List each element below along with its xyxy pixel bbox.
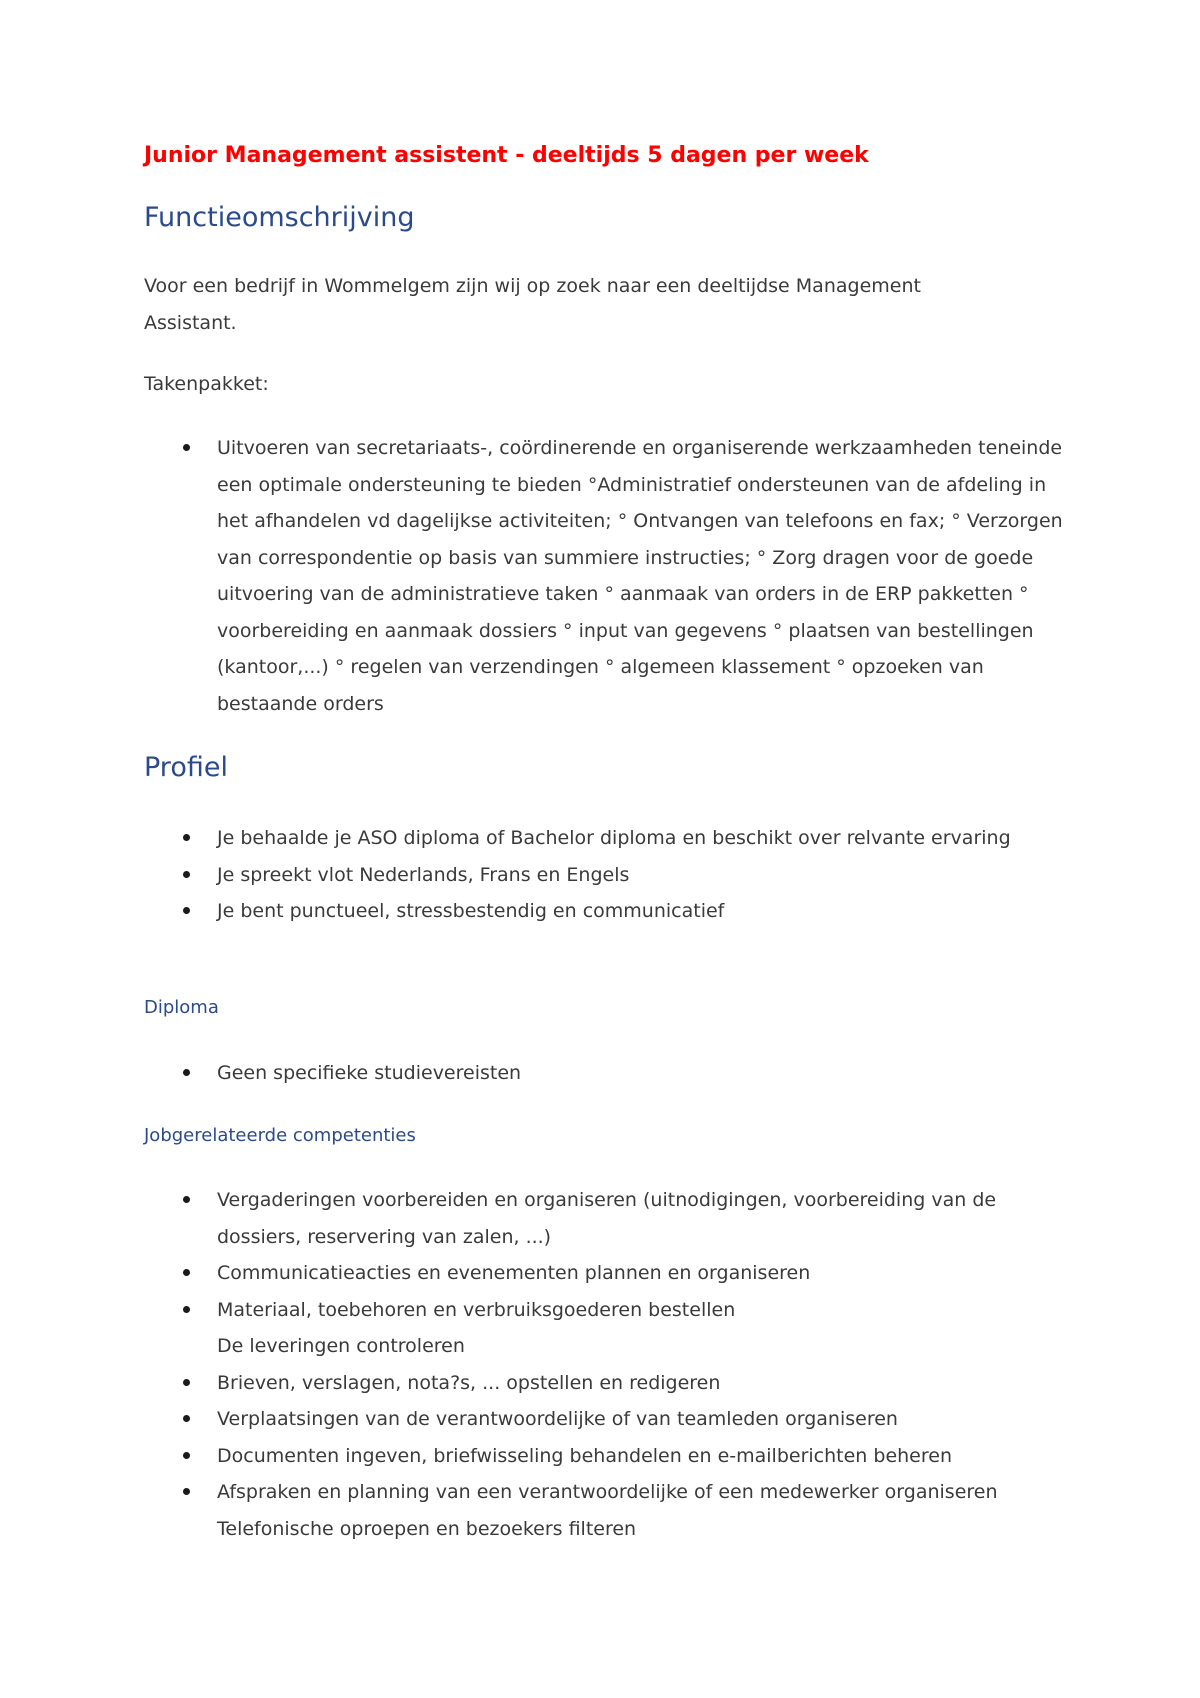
diploma-list (144, 1055, 1074, 1092)
list-item (144, 430, 1074, 722)
list-item (144, 1182, 1074, 1255)
list-item (144, 1474, 1074, 1547)
competentie-text-continued: Telefonische oproepen en bezoekers filteren (217, 1517, 637, 1540)
competentie-text: Documenten ingeven, briefwisseling behandelen en e-mailberichten beheren (217, 1444, 952, 1467)
takenpakket-label: Takenpakket: (144, 373, 269, 395)
competentie-text: Materiaal, toebehoren en verbruiksgoederen bestellen (217, 1298, 736, 1321)
bullet-icon (183, 1452, 190, 1459)
profiel-list (144, 820, 1074, 930)
competentie-text-continued: De leveringen controleren (217, 1335, 465, 1357)
competentie-text: Communicatieacties en evenementen plannen en organiseren (217, 1262, 811, 1284)
competentie-text: Verplaatsingen van de verantwoordelijke of van teamleden organiseren (217, 1408, 898, 1430)
competentie-text: Brieven, verslagen, nota?s, ... opstellen en redigeren (217, 1371, 721, 1394)
list-item (144, 1401, 1074, 1438)
diploma-item-text: Geen specifieke studievereisten (217, 1062, 522, 1084)
bullet-icon (183, 1379, 190, 1386)
bullet-icon (183, 1269, 190, 1276)
competentie-text: Vergaderingen voorbereiden en organiseren (uitnodigingen, voorbereiding van de dossiers, reservering van zalen, ...) (217, 1189, 997, 1248)
profiel-item-text: Je spreekt vlot Nederlands, Frans en Engels (217, 863, 630, 886)
list-item (144, 820, 1074, 857)
bullet-icon (183, 1069, 190, 1076)
competentie-text: Afspraken en planning van een verantwoordelijke of een medewerker organiseren (217, 1481, 998, 1503)
job-title: Junior Management assistent - deeltijds 5 dagen per week (144, 143, 869, 168)
bullet-icon (183, 871, 190, 878)
competenties-list (144, 1182, 1074, 1547)
bullet-icon (183, 1415, 190, 1422)
functieomschrijving-heading: Functieomschrijving (144, 202, 415, 233)
list-item (144, 893, 1074, 930)
bullet-icon (183, 834, 190, 841)
list-item (144, 1365, 1074, 1402)
profiel-heading: Profiel (144, 752, 228, 783)
list-item (144, 857, 1074, 894)
taken-list (144, 430, 1074, 722)
profiel-item-text: Je bent punctueel, stressbestendig en communicatief (217, 900, 725, 922)
bullet-icon (183, 1488, 190, 1495)
bullet-icon (183, 1196, 190, 1203)
list-item (144, 1292, 1074, 1365)
profiel-item-text: Je behaalde je ASO diploma of Bachelor diploma en beschikt over relvante ervaring (217, 827, 1011, 849)
list-item (144, 1438, 1074, 1475)
taken-item-text: Uitvoeren van secretariaats-, coördinerende en organiserende werkzaamheden teneinde een optimale ondersteuning te bieden °Administratief ondersteunen van de afdeling in het afhandelen vd dagelijkse activiteiten; ° Ontvangen van telefoons en fax; ° Verzorgen van correspondentie op basis van summiere instructies; ° Zorg dragen voor de goede uitvoering van de administratieve taken ° aanmaak van orders in de ERP pakketten ° voorbereiding en aanmaak dossiers ° input van gegevens ° plaatsen van bestellingen (kantoor,...) ° regelen van verzendingen ° algemeen klassement ° opzoeken van bestaande orders (217, 437, 1063, 715)
competenties-heading: Jobgerelateerde competenties (144, 1125, 416, 1146)
bullet-icon (183, 1306, 190, 1313)
intro-paragraph: Voor een bedrijf in Wommelgem zijn wij op zoek naar een deeltijdse Management Assistant. (144, 275, 921, 334)
bullet-icon (183, 907, 190, 914)
list-item (144, 1055, 1074, 1092)
bullet-icon (183, 444, 190, 451)
diploma-heading: Diploma (144, 997, 219, 1018)
list-item (144, 1255, 1074, 1292)
